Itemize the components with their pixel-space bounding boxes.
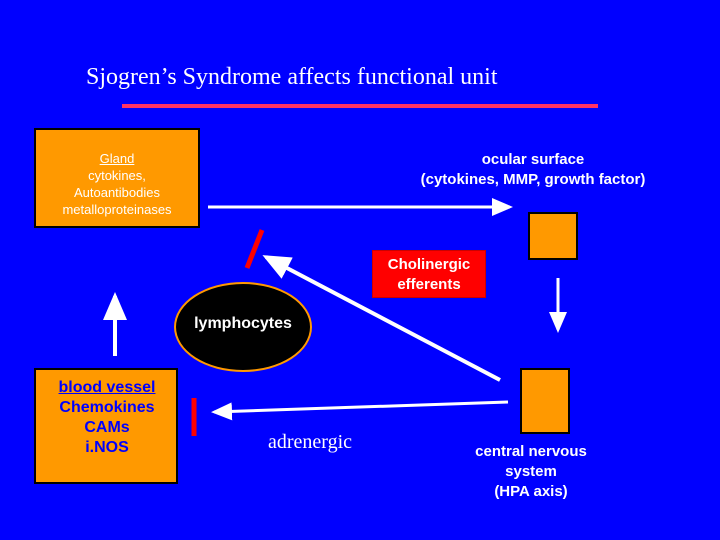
ocular-line: ocular surface [481,151,585,168]
cns-line: system [505,463,557,480]
blood-vessel-line: i.NOS [85,439,129,456]
cns-label [444,442,618,502]
ocular-surface-label [390,150,676,190]
blood-vessel-line: CAMs [84,419,130,436]
cholinergic-label [372,255,486,295]
blood-vessel-line: blood vessel [58,379,156,396]
slide-title: Sjogren’s Syndrome affects functional unit [86,64,498,90]
cns-line: central nervous [475,443,587,460]
block-mark-gland [247,230,262,268]
arrow-cns-to-blood-vessel [214,402,508,412]
ocular-line: (cytokines, MMP, growth factor) [420,171,646,188]
blood-vessel-label [36,378,178,458]
gland-line: metalloproteinases [62,202,172,217]
adrenergic-label: adrenergic [268,431,353,453]
gland-line: cytokines, [88,168,146,183]
blood-vessel-line: Chemokines [59,399,155,416]
gland-label [36,150,198,218]
gland-line: Autoantibodies [73,185,160,200]
cns-line: (HPA axis) [494,483,568,500]
cholinergic-line: efferents [397,276,461,293]
cholinergic-line: Cholinergic [387,256,471,273]
gland-line: Gland [99,151,135,166]
lymphocytes-label: lymphocytes [194,315,292,332]
